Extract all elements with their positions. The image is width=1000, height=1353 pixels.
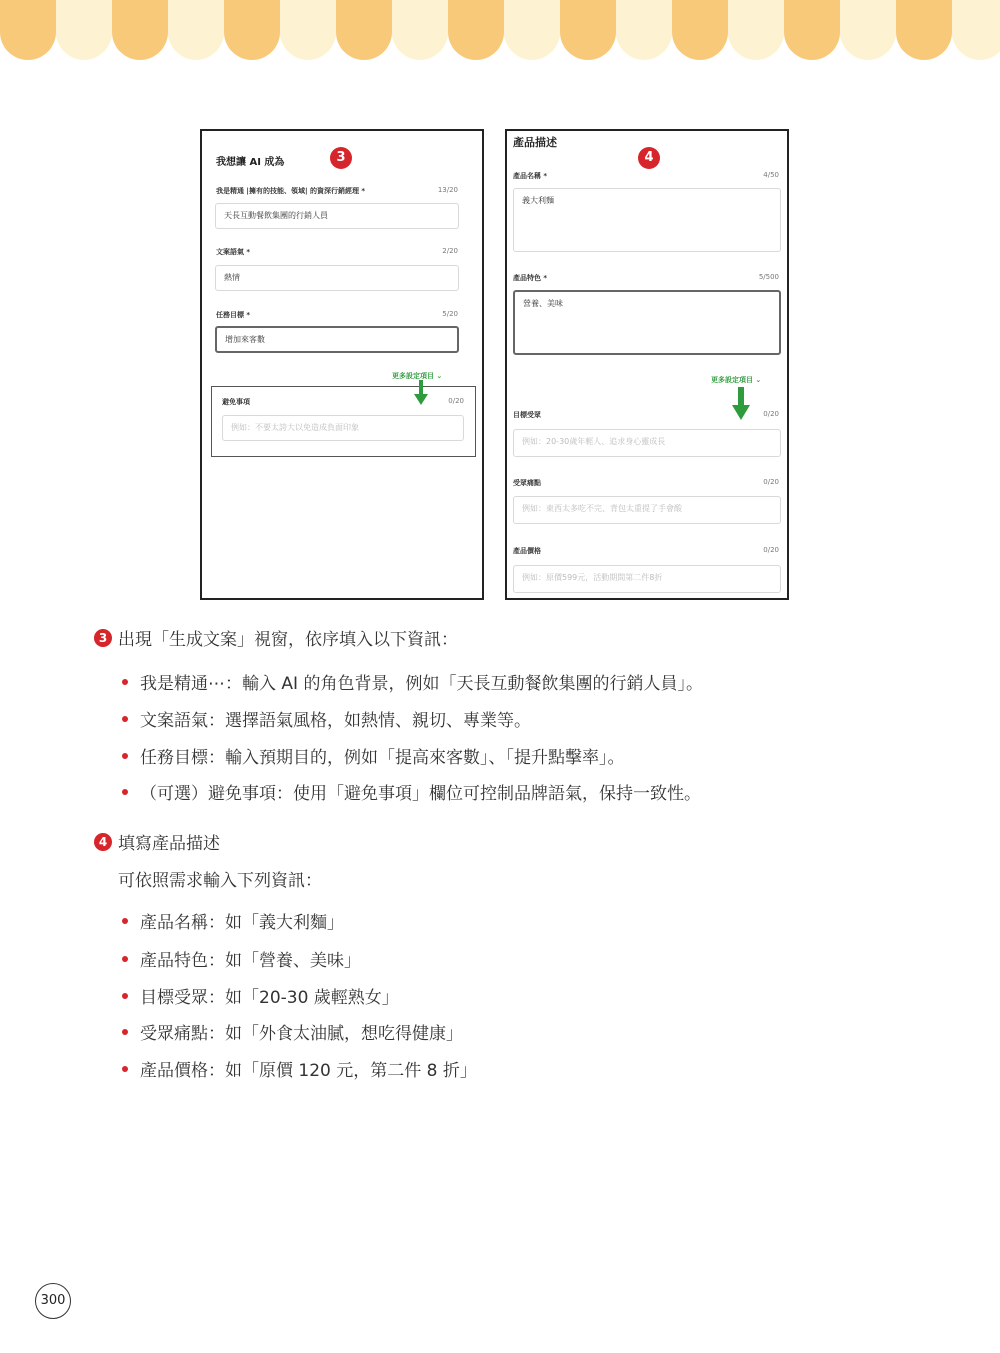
list-item: 產品特色：如「營養、美味」 — [140, 951, 361, 971]
tone-input[interactable]: 熱情 — [215, 265, 459, 291]
role-label: 我是精通 |擁有的技能、領域| 的資深行銷經理 * — [216, 187, 366, 195]
step4-bullet — [122, 946, 361, 971]
step3-heading — [94, 625, 458, 650]
painpoint-input[interactable]: 例如：東西太多吃不完、背包太重提了手會酸 — [513, 496, 781, 524]
down-arrow-icon — [732, 387, 750, 421]
step4-bullet — [122, 1056, 477, 1081]
step4-badge: 4 — [638, 147, 660, 169]
step3-bullet — [122, 706, 531, 731]
product-feature-input[interactable]: 營養、美味 — [513, 290, 781, 355]
list-item: 文案語氣：選擇語氣風格，如熱情、親切、專業等。 — [140, 711, 531, 731]
step3-number: 3 — [94, 629, 112, 647]
top-awning-decoration — [0, 0, 1000, 62]
step4-text: 填寫產品描述 — [118, 834, 220, 854]
more-settings-link-right[interactable]: 更多設定項目 ⌄ — [711, 376, 762, 384]
step3-badge: 3 — [330, 147, 352, 169]
step3-bullet — [122, 779, 701, 804]
page-number: 300 — [35, 1283, 71, 1319]
list-item: 任務目標：輸入預期目的，例如「提高來客數」、「提升點擊率」。 — [140, 748, 625, 768]
step4-heading — [94, 829, 220, 854]
price-label: 產品價格 — [513, 547, 541, 555]
tone-label: 文案語氣 * — [216, 248, 251, 256]
step4-bullet — [122, 908, 344, 933]
product-name-label: 產品名稱 * — [513, 172, 548, 180]
step4-bullet — [122, 983, 399, 1008]
down-arrow-icon — [414, 380, 428, 406]
step3-bullet — [122, 743, 625, 768]
left-panel-header: 我想讓 AI 成為 — [216, 157, 285, 168]
painpoint-label: 受眾痛點 — [513, 479, 541, 487]
product-name-input[interactable]: 義大利麵 — [513, 188, 781, 252]
step3-text: 出現「生成文案」視窗，依序填入以下資訊： — [118, 630, 458, 650]
price-input[interactable]: 例如：原價599元，活動期間第二件8折 — [513, 565, 781, 593]
list-item: 受眾痛點：如「外食太油膩，想吃得健康」 — [140, 1024, 463, 1044]
list-item: 目標受眾：如「20-30 歲輕熟女」 — [140, 988, 399, 1008]
right-panel-header: 產品描述 — [513, 136, 557, 149]
right-screenshot-product — [505, 129, 789, 600]
price-count: 0/20 — [763, 546, 779, 554]
role-input[interactable]: 天長互動餐飲集團的行銷人員 — [215, 203, 459, 229]
audience-count: 0/20 — [763, 410, 779, 418]
product-feature-count: 5/500 — [758, 273, 779, 281]
list-item: 產品價格：如「原價 120 元，第二件 8 折」 — [140, 1061, 477, 1081]
role-count: 13/20 — [437, 186, 458, 194]
list-item: （可選）避免事項：使用「避免事項」欄位可控制品牌語氣，保持一致性。 — [140, 784, 701, 804]
more-settings-link[interactable]: 更多設定項目 ⌄ — [392, 372, 443, 380]
step4-intro: 可依照需求輸入下列資訊： — [118, 871, 322, 891]
list-item: 產品名稱：如「義大利麵」 — [140, 913, 344, 933]
goal-count: 5/20 — [442, 310, 458, 318]
product-name-count: 4/50 — [763, 171, 779, 179]
tone-count: 2/20 — [442, 247, 458, 255]
list-item: 我是精通⋯：輸入 AI 的角色背景，例如「天長互動餐飲集團的行銷人員」。 — [140, 674, 703, 694]
avoid-label: 避免事項 — [222, 398, 250, 406]
step4-bullet — [122, 1019, 463, 1044]
avoid-count: 0/20 — [448, 397, 464, 405]
product-feature-label: 產品特色 * — [513, 274, 548, 282]
step4-number: 4 — [94, 833, 112, 851]
painpoint-count: 0/20 — [763, 478, 779, 486]
goal-input[interactable]: 增加來客數 — [215, 326, 459, 353]
audience-input[interactable]: 例如：20-30歲年輕人、追求身心靈成長 — [513, 429, 781, 457]
goal-label: 任務目標 * — [216, 311, 251, 319]
avoid-input[interactable]: 例如：不要太誇大以免造成負面印象 — [222, 415, 464, 441]
left-screenshot-ai-role — [200, 129, 484, 600]
audience-label: 目標受眾 — [513, 411, 541, 419]
step3-bullet — [122, 669, 703, 694]
